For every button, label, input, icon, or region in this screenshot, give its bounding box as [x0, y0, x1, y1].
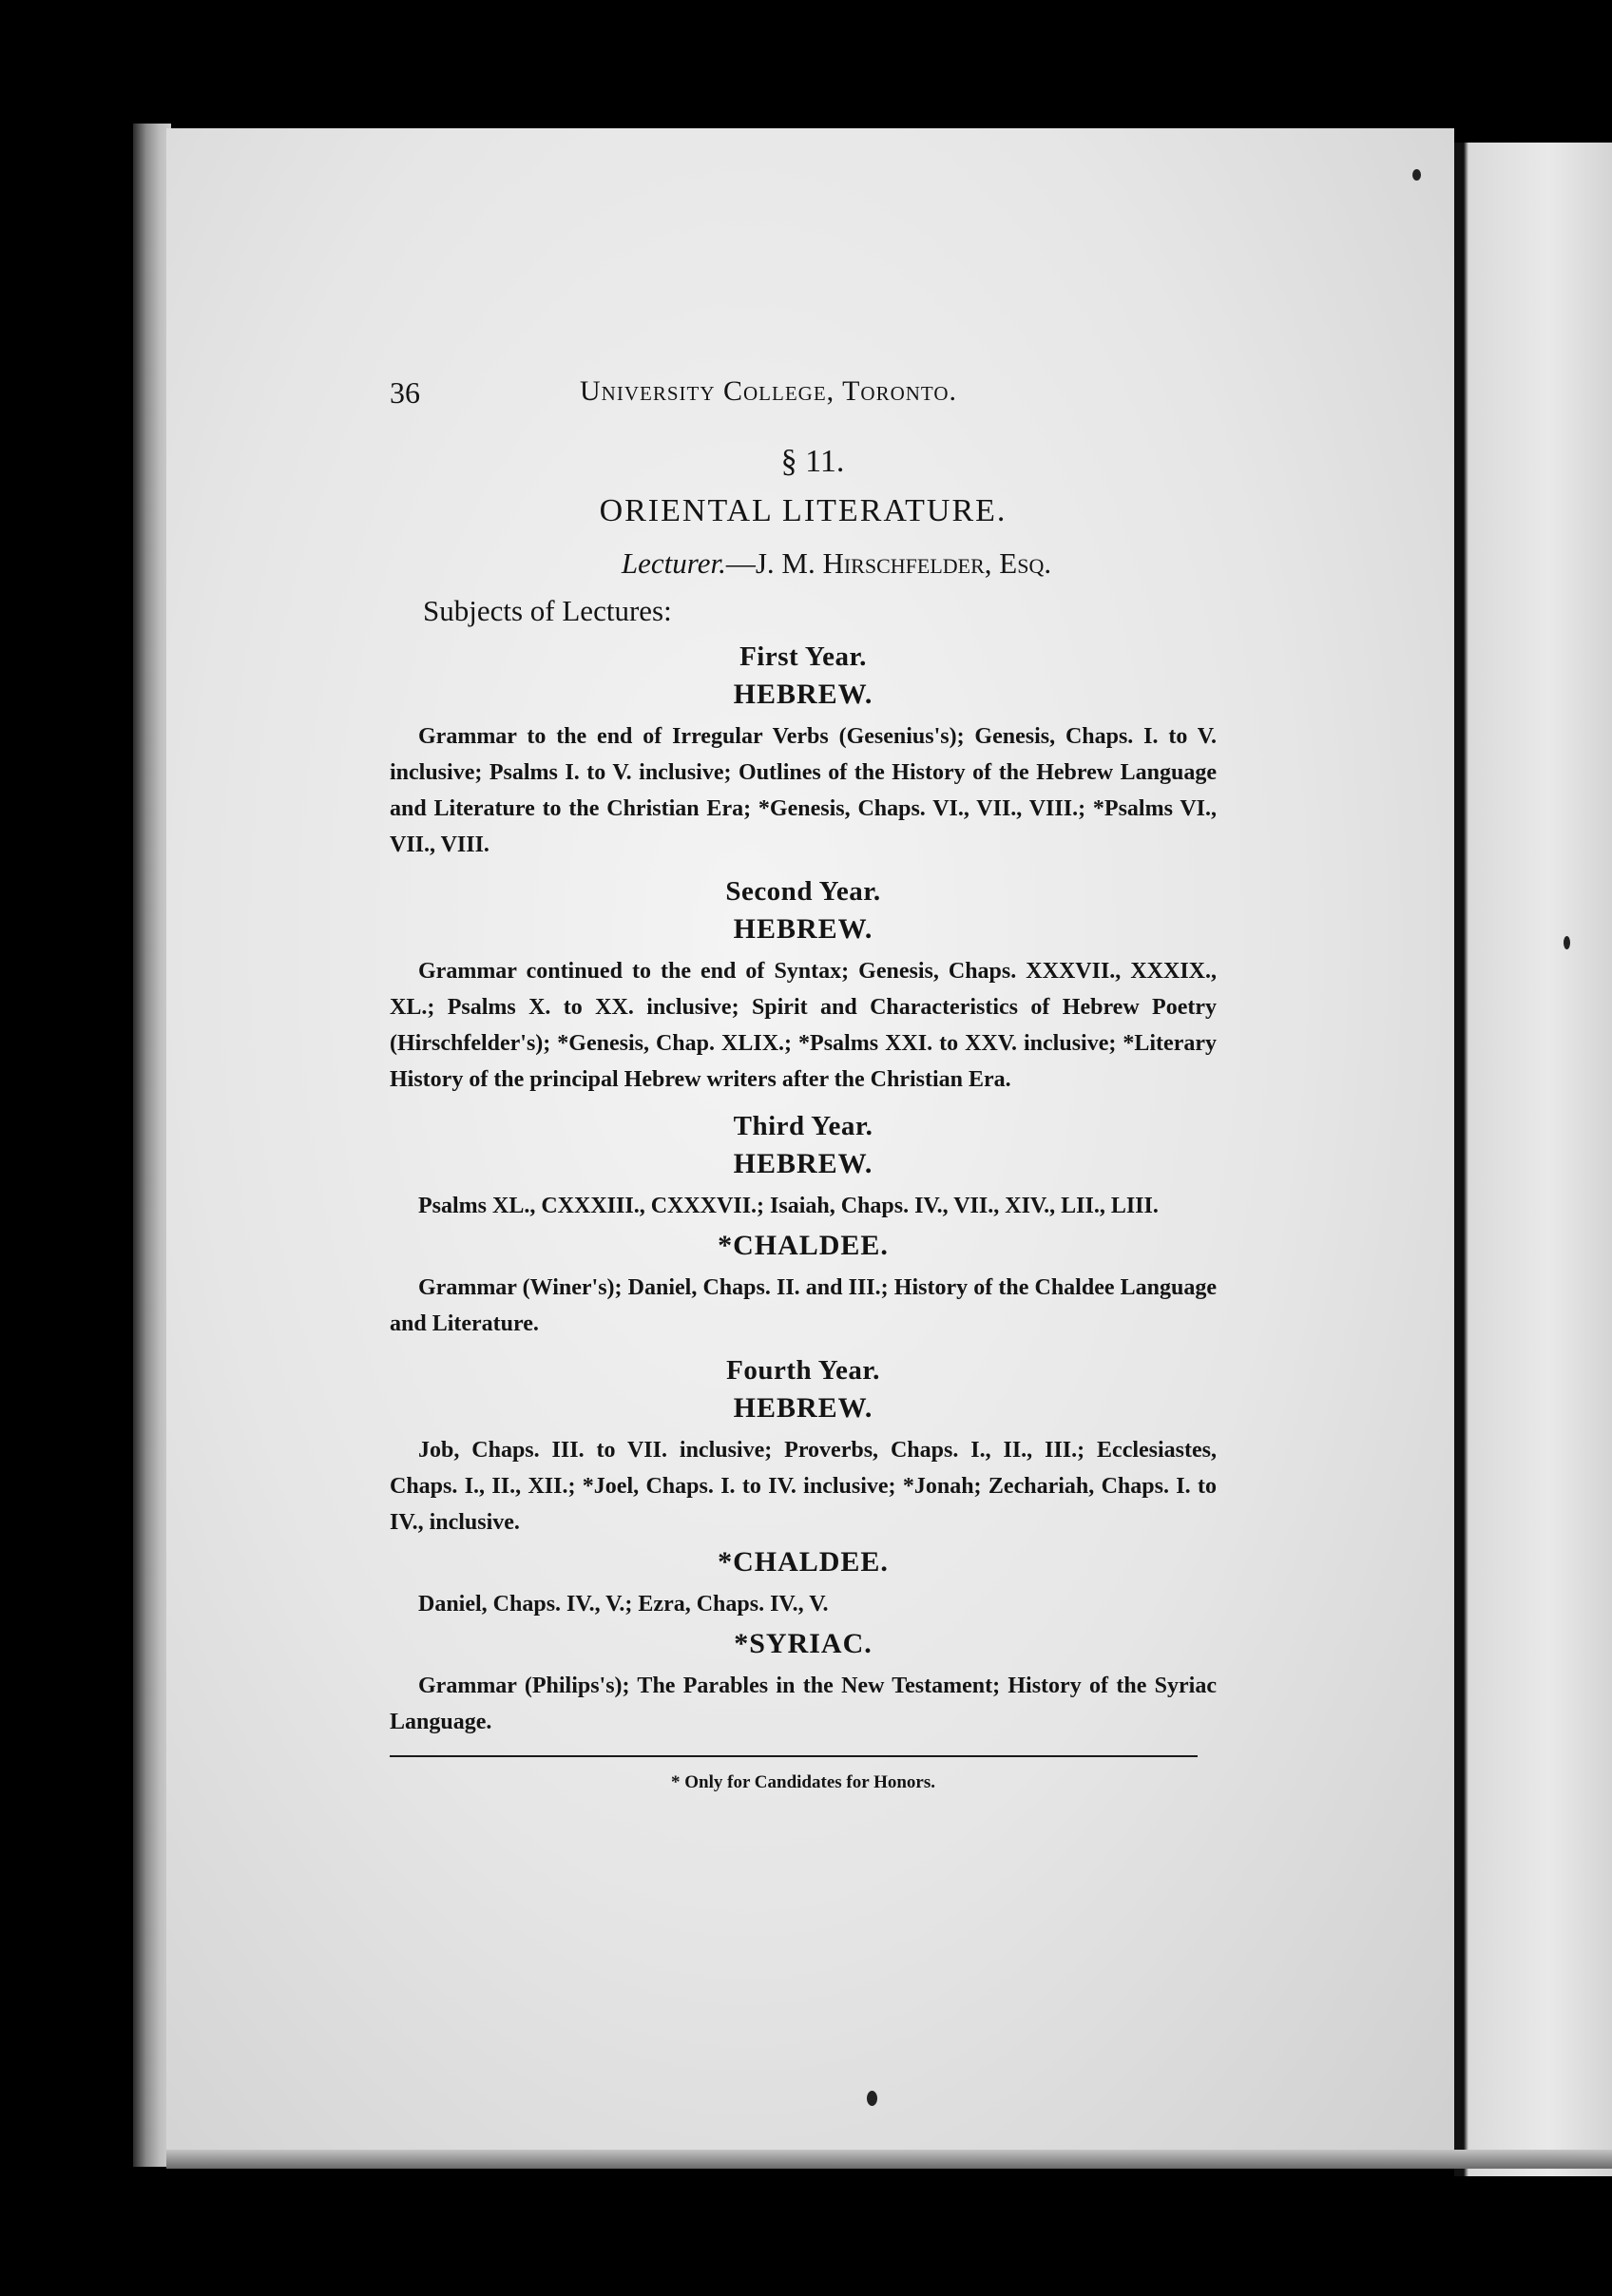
language-heading: *CHALDEE. — [718, 1230, 889, 1261]
page-bottom-edge — [166, 2150, 1612, 2169]
page-text-column — [390, 375, 1217, 1793]
footnote: * Only for Candidates for Honors. — [671, 1772, 935, 1792]
curriculum-paragraph: Psalms XL., CXXXIII., CXXXVII.; Isaiah, Chaps. IV., VII., XIV., LII., LIII. — [418, 1194, 1159, 1218]
year-heading: First Year. — [739, 641, 867, 672]
language-heading: HEBREW. — [733, 1392, 873, 1424]
scan-speck — [1412, 169, 1421, 181]
curriculum-paragraph: Grammar (Winer's); Daniel, Chaps. II. and III.; History of the Chaldee Language and Literature. — [390, 1275, 1217, 1336]
subjects-label: Subjects of Lectures: — [423, 594, 672, 627]
language-heading: *CHALDEE. — [718, 1546, 889, 1578]
adjacent-page-strip — [1454, 143, 1612, 2176]
curriculum-paragraph: Grammar to the end of Irregular Verbs (Gesenius's); Genesis, Chaps. I. to V. inclusive; Psalms I. to V. inclusive; Outlines of the History of the Hebrew Language and Literature to the Christian Era; *Genesis, Chaps. VI., VII., VIII.; *Psalms VI., VII., VIII. — [390, 724, 1217, 857]
running-head — [390, 375, 1217, 423]
language-heading: HEBREW. — [733, 679, 873, 710]
footnote-rule — [390, 1755, 1198, 1757]
scan-speck — [867, 2091, 877, 2106]
lecturer-role: Lecturer. — [621, 546, 726, 580]
language-heading: HEBREW. — [733, 1148, 873, 1179]
curriculum-paragraph: Daniel, Chaps. IV., V.; Ezra, Chaps. IV., V. — [418, 1592, 829, 1617]
lecturer-line — [390, 546, 1217, 581]
page-number: 36 — [390, 375, 420, 410]
lecturer-name: —J. M. Hirschfelder, Esq. — [725, 546, 1052, 580]
year-heading: Second Year. — [725, 876, 881, 907]
curriculum-paragraph: Grammar continued to the end of Syntax; Genesis, Chaps. XXXVII., XXXIX., XL.; Psalms X. to XX. inclusive; Spirit and Characteristics of Hebrew Poetry (Hirschfelder's); *Genesis, Chap. XLIX.; *Psalms XXI. to XXV. inclusive; *Literary History of the principal Hebrew writers after the Christian Era. — [390, 959, 1217, 1092]
curriculum-paragraph: Grammar (Philips's); The Parables in the New Testament; History of the Syriac Language. — [390, 1674, 1217, 1734]
year-heading: Third Year. — [733, 1111, 873, 1141]
language-heading: HEBREW. — [733, 913, 873, 945]
scan-speck — [1564, 936, 1570, 949]
language-heading: *SYRIAC. — [734, 1628, 873, 1659]
year-heading: Fourth Year. — [726, 1355, 880, 1386]
running-title: University College, Toronto. — [580, 375, 958, 407]
section-number: § 11. — [780, 444, 845, 479]
section-title: ORIENTAL LITERATURE. — [599, 493, 1008, 528]
book-gutter-edge — [133, 124, 171, 2167]
curriculum-paragraph: Job, Chaps. III. to VII. inclusive; Proverbs, Chaps. I., II., III.; Ecclesiastes, Chaps. I., II., XII.; *Joel, Chaps. I. to IV. inclusive; *Jonah; Zechariah, Chaps. I. to IV., inclusive. — [390, 1438, 1217, 1535]
